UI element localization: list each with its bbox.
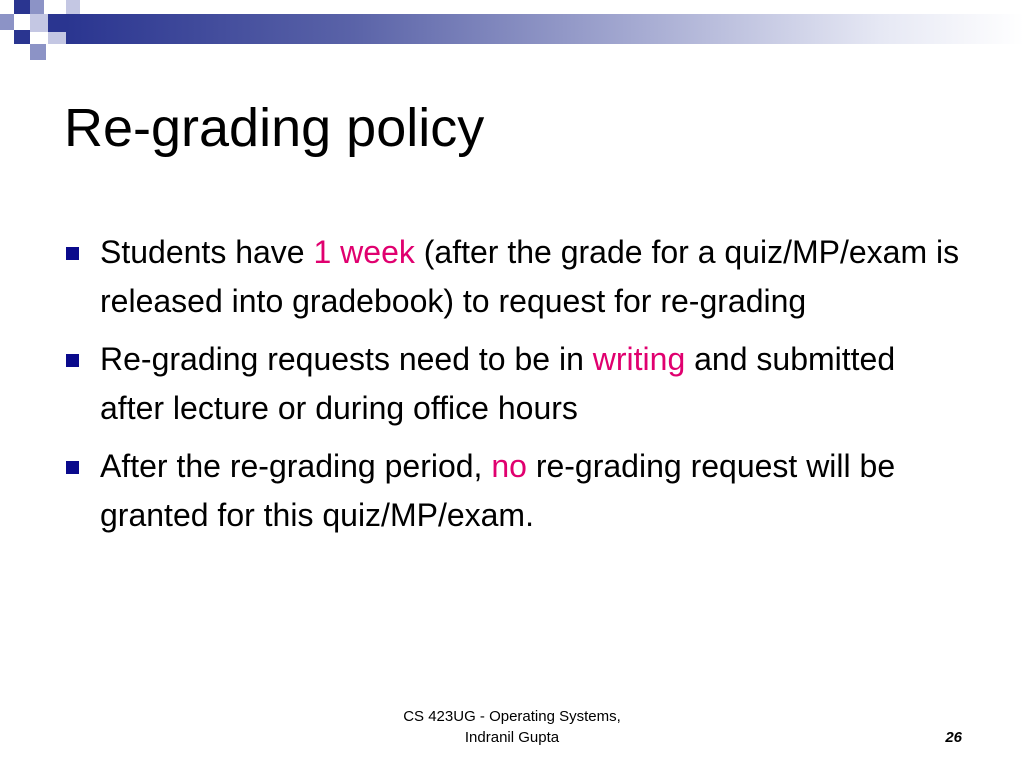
slide-footer [384, 706, 640, 748]
bullet-item [64, 442, 964, 540]
bullet-text: Re-grading requests need to be in [100, 341, 593, 377]
bullet-text: (after the grade for a quiz/MP/exam is released into gradebook) to request for re-grading [100, 234, 960, 319]
square-bullet-icon [66, 461, 79, 474]
bullet-highlight: 1 week [313, 234, 415, 270]
decor-square [14, 0, 30, 14]
footer-course: CS 423UG - Operating Systems, [403, 708, 621, 725]
bullet-highlight: writing [592, 341, 686, 377]
decor-square [48, 32, 66, 44]
decor-square [48, 14, 66, 32]
slide-title: Re-grading policy [64, 98, 485, 158]
header-gradient-bar [66, 14, 1024, 44]
decor-square [30, 14, 48, 32]
decor-square [0, 14, 14, 30]
footer-author: Indranil Gupta [464, 729, 560, 746]
bullet-item [64, 228, 964, 326]
page-number: 26 [945, 729, 962, 746]
bullet-highlight: no [491, 448, 527, 484]
bullet-text: and submitted after lecture or during office hours [100, 341, 896, 426]
square-bullet-icon [66, 354, 79, 367]
square-bullet-icon [66, 247, 79, 260]
decor-square [30, 44, 46, 60]
bullet-text: Students have [100, 234, 314, 270]
bullet-item [64, 335, 964, 433]
decor-square [66, 0, 80, 14]
bullet-text: After the re-grading period, [100, 448, 492, 484]
decor-square [14, 30, 30, 44]
bullet-list [64, 228, 964, 549]
bullet-text: re-grading request will be granted for this quiz/MP/exam. [100, 448, 896, 533]
decor-square [30, 0, 44, 14]
